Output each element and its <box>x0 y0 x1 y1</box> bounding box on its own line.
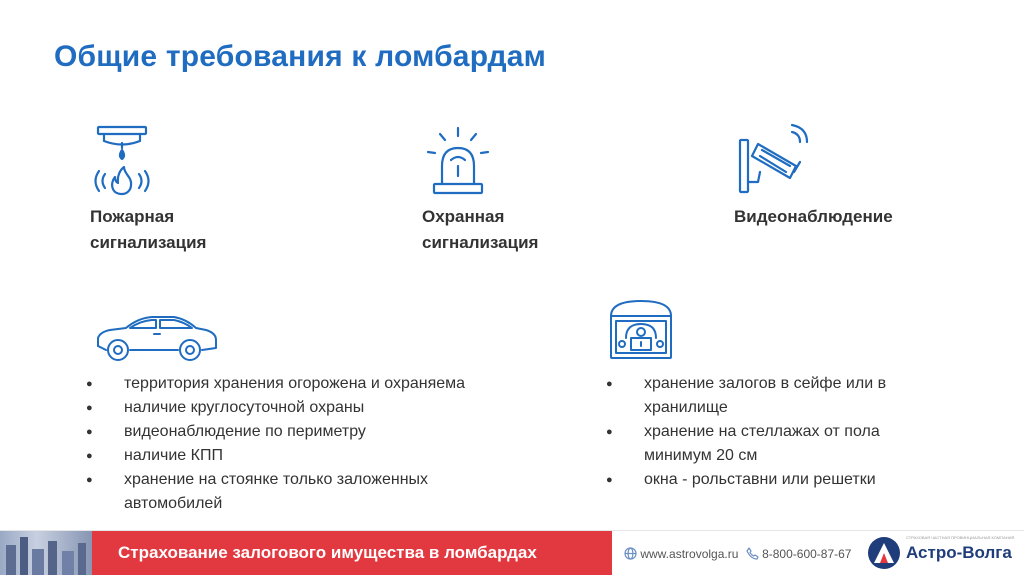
cctv-camera-icon <box>734 122 814 198</box>
company-logo <box>866 533 1016 573</box>
city-photo <box>0 531 92 575</box>
video-surveillance-label: Видеонаблюдение <box>734 207 893 226</box>
footer-contacts <box>624 546 851 561</box>
feature-video-surveillance <box>734 122 893 230</box>
footer-bar <box>0 530 1024 575</box>
treasure-chest-icon <box>608 298 674 362</box>
list-item: ● хранение залогов в сейфе или в хранилище <box>606 372 906 420</box>
logo-name: Астро-Волга <box>906 543 1012 562</box>
logo-subtitle: СТРАХОВАЯ ЧАСТНАЯ ПРОВИНЦИАЛЬНАЯ КОМПАНИЯ <box>906 535 1015 540</box>
list-item: ● хранение на стеллажах от пола минимум 20 см <box>606 420 914 468</box>
website-link[interactable]: www.astrovolga.ru <box>640 546 739 561</box>
list-item: ● территория хранения огорожена и охраняема <box>86 372 556 396</box>
fire-alarm-icon <box>90 122 154 198</box>
right-bullet-list <box>606 372 926 492</box>
list-item: ● видеонаблюдение по периметру <box>86 420 556 444</box>
globe-icon <box>624 547 637 560</box>
list-item: ● хранение на стоянке только заложенных автомобилей <box>86 468 514 516</box>
phone-number[interactable]: 8-800-600-87-67 <box>762 546 852 561</box>
list-item: ● наличие КПП <box>86 444 556 468</box>
feature-security-alarm <box>422 122 538 256</box>
feature-fire-alarm <box>90 122 206 256</box>
phone-icon <box>746 547 759 560</box>
footer-banner <box>92 531 612 575</box>
page-title: Общие требования к ломбардам <box>54 40 546 73</box>
fire-alarm-label: Пожарная сигнализация <box>90 207 207 252</box>
footer-banner-text: Страхование залогового имущества в ломбардах <box>118 543 537 562</box>
security-siren-icon <box>422 122 494 198</box>
car-icon <box>94 312 220 364</box>
list-item: ● окна - рольставни или решетки <box>606 468 926 492</box>
left-bullet-list <box>86 372 556 516</box>
logo-emblem-icon <box>866 535 902 571</box>
list-item: ● наличие круглосуточной охраны <box>86 396 556 420</box>
security-alarm-label: Охранная сигнализация <box>422 207 539 252</box>
